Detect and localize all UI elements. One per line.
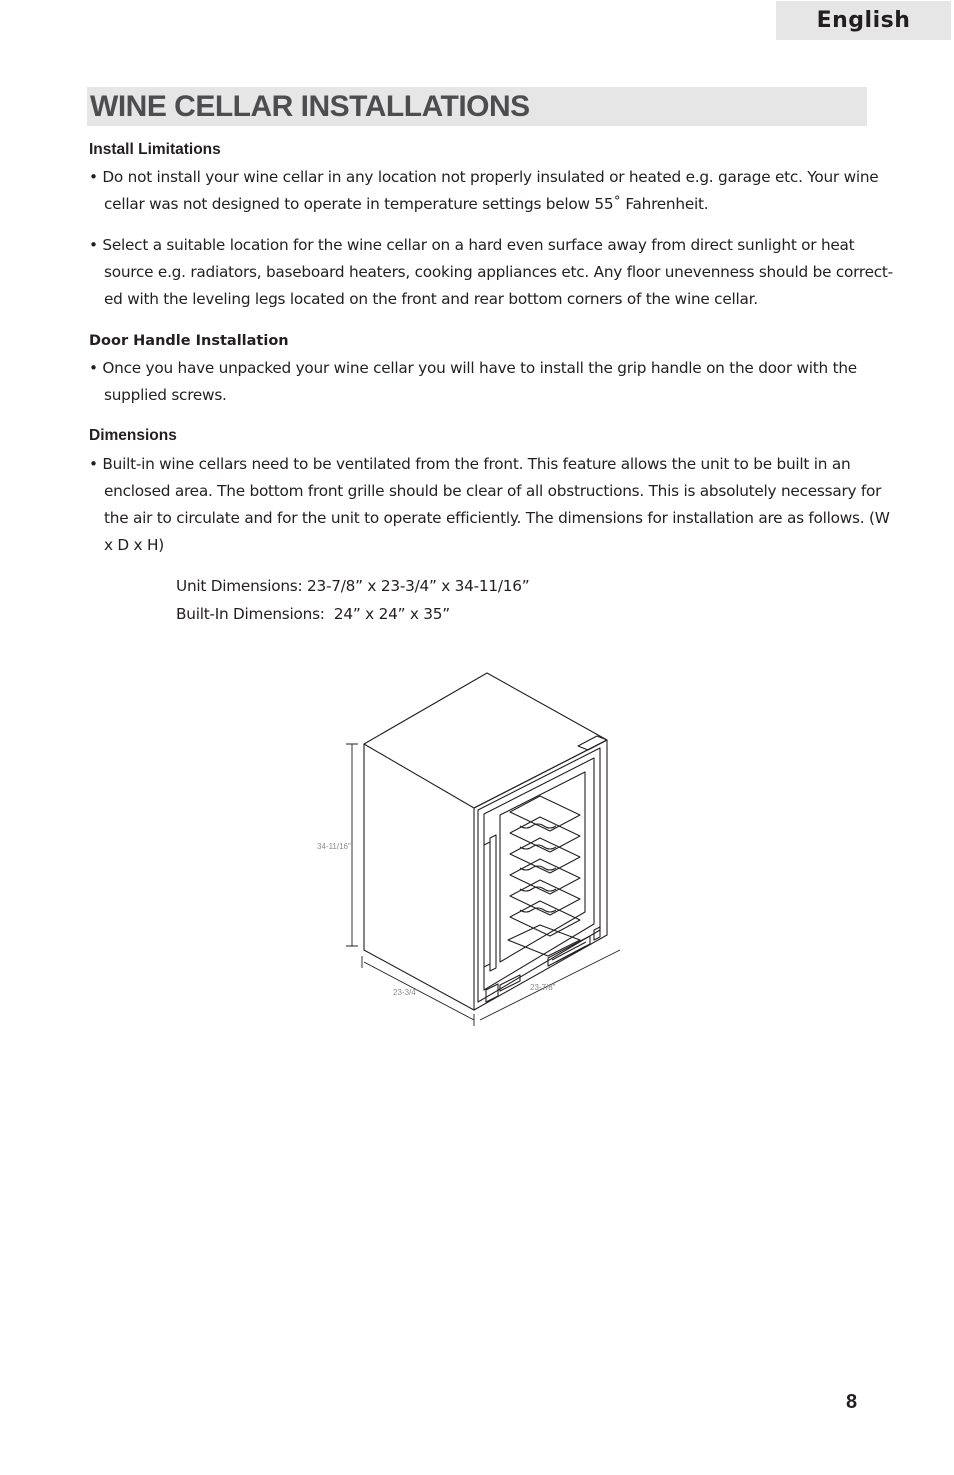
wine-cellar-diagram — [300, 660, 640, 1040]
bullet-handle — [89, 355, 867, 409]
bullet-line: • Select a suitable location for the wine cellar on a hard even surface away from direct sunlight or heat — [89, 236, 855, 254]
wine-racks — [508, 796, 580, 956]
unit-dimensions: Unit Dimensions: 23-7/8” x 23-3/4” x 34-11/16” — [176, 577, 530, 595]
bullet-line: the air to circulate and for the unit to operate efficiently. The dimensions for installation are as follows. (W — [104, 509, 890, 527]
bullet-line: x D x H) — [104, 536, 164, 554]
cabinet-top — [364, 673, 607, 808]
language-tab: English — [776, 1, 951, 40]
bullet-ventilation — [89, 451, 890, 559]
bullet-line: • Once you have unpacked your wine cellar you will have to install the grip handle on the door with the — [89, 359, 857, 377]
bottom-grille — [486, 936, 590, 1002]
bullet-line: ed with the leveling legs located on the front and rear bottom corners of the wine cellar. — [104, 290, 758, 308]
page-title: WINE CELLAR INSTALLATIONS — [90, 90, 530, 123]
builtin-dimensions: Built-In Dimensions: 24” x 24” x 35” — [176, 605, 450, 623]
width-label: 23-7/8" — [530, 983, 556, 992]
cabinet-side — [364, 744, 474, 1010]
section-heading-door-handle: Door Handle Installation — [89, 333, 289, 349]
bullet-line: source e.g. radiators, baseboard heaters, cooking appliances etc. Any floor unevenness should be correct- — [104, 263, 893, 281]
door-handle — [490, 835, 496, 971]
bullet-line: supplied screws. — [104, 386, 227, 404]
bullet-line: • Do not install your wine cellar in any location not properly insulated or heated e.g. garage etc. Your wine — [89, 168, 879, 186]
page-number: 8 — [846, 1391, 858, 1413]
bullet-line: cellar was not designed to operate in temperature settings below 55˚ Fahrenheit. — [104, 195, 709, 213]
title-bar — [87, 87, 867, 126]
bullet-insulation — [89, 164, 879, 218]
depth-label: 23-3/4" — [393, 988, 419, 997]
bullet-line: enclosed area. The bottom front grille should be clear of all obstructions. This is absolutely necessary for — [104, 482, 882, 500]
bullet-line: • Built-in wine cellars need to be ventilated from the front. This feature allows the unit to be built in an — [89, 455, 851, 473]
section-heading-install-limitations: Install Limitations — [89, 141, 221, 158]
section-heading-dimensions: Dimensions — [89, 427, 177, 444]
height-label: 34-11/16" — [317, 842, 351, 851]
bullet-location — [89, 232, 893, 313]
